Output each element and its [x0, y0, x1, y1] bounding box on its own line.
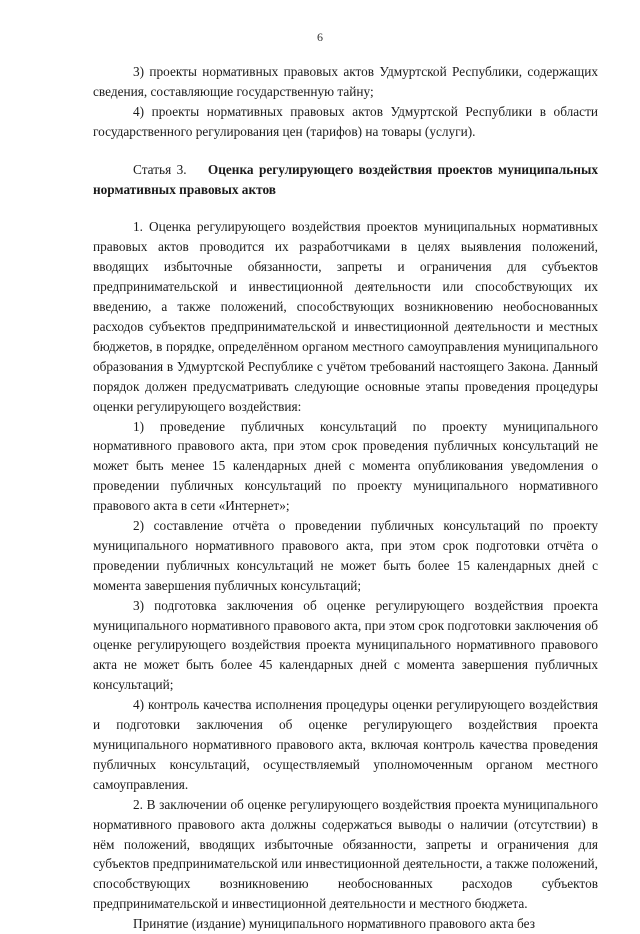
list-item-4: 4) проекты нормативных правовых актов Удмуртской Республики в области государственного регулирования цен (тарифов) на товары (услуги). [93, 103, 598, 139]
paragraph-2: 2. В заключении об оценке регулирующего воздействия проекта муниципального нормативного правового акта должны содержаться выводы о наличии (отсутствии) в нём положений, вводящих избыточные обязанности, запреты и ограничения для субъектов предпринимательской или инвестиционной деятельности, а также положений, способствующих возникновению необоснованных расходов субъектов предпринимательской и инвестиционной деятельности и местного бюджета. [93, 796, 598, 912]
page-number: 6 [317, 30, 323, 44]
subitem-1: 1) проведение публичных консультаций по проекту муниципального нормативного правового акта, при этом срок проведения публичных консультаций не может быть менее 15 календарных дней с момента опубликования уведомления о проведении публичных консультаций по проекту муниципального нормативного правового акта в сети «Интернет»; [93, 418, 598, 514]
subitem-4: 4) контроль качества исполнения процедуры оценки регулирующего воздействия и подготовки заключения об оценке регулирующего воздействия проекта муниципального нормативного правового акта, включая контроль качества проведения публичных консультаций, осуществляемый уполномоченным органом местного самоуправления. [93, 697, 598, 792]
article-label: Статья 3. [133, 161, 187, 177]
paragraph-3: Принятие (издание) муниципального нормативного правового акта без [133, 916, 535, 932]
document-body [93, 62, 598, 934]
subitem-3: 3) подготовка заключения об оценке регулирующего воздействия проекта муниципального нормативного правового акта, при этом срок подготовки заключения об оценке регулирующего воздействия проекта муниципального нормативного правового акта не может быть более 45 календарных дней с момента завершения публичных консультаций; [93, 597, 598, 693]
article-title: Оценка регулирующего воздействия проектов муниципальных нормативных правовых актов [93, 161, 598, 197]
list-item-3: 3) проекты нормативных правовых актов Удмуртской Республики, содержащих сведения, составляющие государственную тайну; [93, 64, 598, 99]
paragraph-1: 1. Оценка регулирующего воздействия проектов муниципальных нормативных правовых актов проводится их разработчиками в целях выявления положений, вводящих избыточные обязанности, запреты и ограничения для субъектов предпринимательской и инвестиционной деятельности или способствующих их введению, а также положений, способствующих возникновению необоснованных расходов субъектов предпринимательской и инвестиционной деятельности и местных бюджетов, в порядке, определённом органом местного самоуправления муниципального образования в Удмуртской Республике с учётом требований настоящего Закона. Данный порядок должен предусматривать следующие основные этапы проведения процедуры оценки регулирующего воздействия: [93, 219, 598, 414]
article-heading [93, 160, 598, 200]
subitem-2: 2) составление отчёта о проведении публичных консультаций по проекту муниципального нормативного правового акта, при этом срок подготовки отчёта о проведении публичных консультаций не может быть более 15 календарных дней с момента завершения публичных консультаций; [93, 518, 598, 593]
